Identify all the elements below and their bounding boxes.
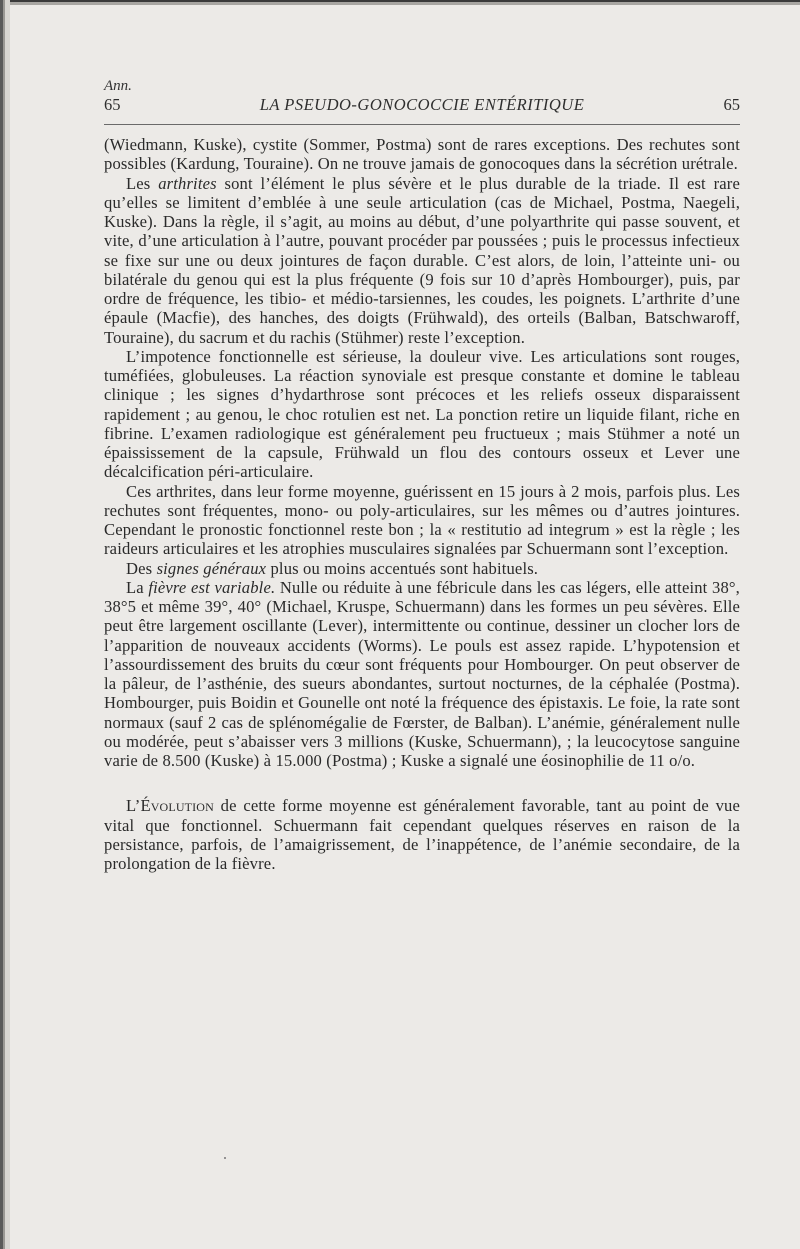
page-top-edge [0,0,800,8]
text-run: Ces arthrites, dans leur forme moyenne, guérissent en 15 jours à 2 mois, parfois plus. Les rechutes sont fréquentes, mono- ou poly-articulaires, sur les mêmes ou d’autres jointures. Cependant le pronostic fonctionnel reste bon ; la « restitutio ad integrum » est la règle ; les raideurs articulaires et les atrophies musculaires signalées par Schuermann sont l’exception. [104,481,740,559]
paragraph [104,578,740,771]
paragraph [104,174,740,347]
page-binding-edge [0,0,10,1249]
text-run: Des [126,558,157,578]
right-page-number: 65 [723,95,740,114]
running-head [104,94,740,116]
smallcaps-term: L’Évolution [126,796,214,816]
paragraph [104,559,740,578]
italic-term: signes généraux [156,558,267,578]
italic-term: fièvre est variable. [148,577,276,597]
left-page-number: 65 [104,95,121,114]
text-run: plus ou moins accentués sont habituels. [266,558,539,578]
short-title: Ann. [104,78,132,94]
text-run: Nulle ou réduite à une fébricule dans les cas légers, elle atteint 38°, 38°5 et même 39°, 40° (Michael, Kruspe, Schuermann) dans les formes un peu sévères. Elle peut être largement oscillante (Lever), intermittente ou continue, dessiner un clocher lors de l’apparition de nouveaux accidents (Worms). Le pouls est assez rapide. L’hypotension et l’assourdissement des bruits du cœur sont fréquents pour Hombourger. On peut observer de la pâleur, de l’asthénie, des sueurs abondantes, surtout nocturnes, de la céphalée (Postma). Hombourger, puis Boidin et Gounelle ont noté la fréquence des épistaxis. Le foie, la rate sont normaux (sauf 2 cas de splénomégalie de Fœrster, de Balban). L’anémie, généralement nulle ou modérée, peut s’abaisser vers 3 millions (Kuske, Schuermann), ; la leucocytose sanguine varie de 8.500 (Kuske) à 15.000 (Postma) ; Kuske a signalé une éosinophilie de 11 o/o. [104,577,740,770]
paragraph [104,482,740,559]
text-run: Les [126,173,159,193]
italic-term: arthrites [158,173,217,193]
paragraph [104,135,740,174]
text-run: (Wiedmann, Kuske), cystite (Sommer, Postma) sont de rares exceptions. Des rechutes sont possibles (Kardung, Touraine). On ne trouve jamais de gonocoques dans la sécrétion urétrale. [104,135,740,174]
book-page [104,78,740,873]
text-run: de cette forme moyenne est généralement favorable, tant au point de vue vital que fonctionnel. Schuermann fait cependant quelques réserves en raison de la persistance, parfois, de l’amaigrissement, de l’inappétence, de l’anémie secondaire, de la prolongation de la fièvre. [104,796,740,873]
text-run: La [126,577,149,597]
paper-speck [224,1157,226,1159]
text-run: L’impotence fonctionnelle est sérieuse, la douleur vive. Les articulations sont rouges, tuméfiées, globuleuses. La réaction synoviale est presque constante et domine le tableau clinique ; les signes d’hydarthrose sont précoces et les reliefs osseux disparaissent rapidement ; au genou, le choc rotulien est net. La ponction retire un liquide filant, riche en fibrine. L’examen radiologique est généralement peu fructueux ; mais Stühmer a noté un épaississement de la capsule, Frühwald un flou des contours osseux et Lever une décalcification péri-articulaire. [104,346,740,482]
text-run: sont l’élément le plus sévère et le plus durable de la triade. Il est rare qu’elles se limitent d’emblée à une seule articulation (cas de Michael, Postma, Naegeli, Kuske). Dans la règle, il s’agit, au moins au début, d’une polyarthrite qui passe souvent, et vite, d’une articulation à l’autre, pouvant procéder par poussées ; puis le processus infectieux se fixe sur une ou deux jointures de façon durable. C’est alors, de loin, l’atteinte uni- ou bilatérale du genou qui est la plus fréquente (9 fois sur 10 d’après Hombourger), puis, par ordre de fréquence, les tibio- et médio-tarsiennes, les coudes, les poignets. L’arthrite d’une épaule (Macfie), des hanches, des doigts (Frühwald), des orteils (Balban, Batschwaroff, Touraine), du sacrum et du rachis (Stühmer) reste l’exception. [104,173,740,347]
header-rule [104,124,740,125]
paragraph [104,347,740,482]
body-text [104,135,740,873]
running-title: LA PSEUDO-GONOCOCCIE ENTÉRITIQUE [259,95,585,114]
paragraph [104,796,740,873]
